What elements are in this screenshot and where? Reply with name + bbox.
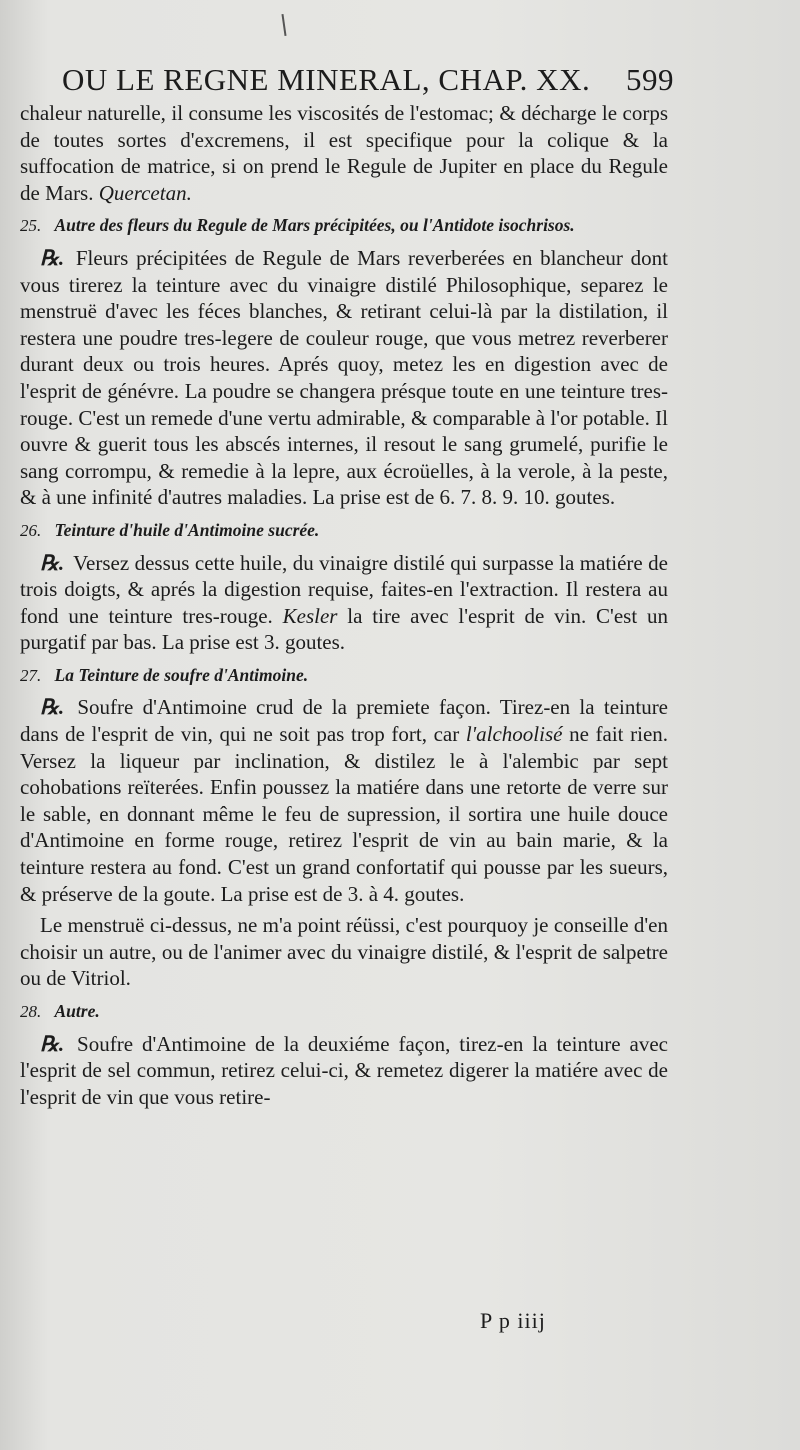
recipe-paragraph [20,1031,668,1111]
page-number: 599 [626,62,674,97]
signature-mark: P p iiij [480,1308,546,1333]
recipe-paragraph [20,245,668,511]
recipe-title: La Teinture de soufre d'Antimoine. [54,664,309,685]
recipe-text: Fleurs précipitées de Regule de Mars reverberées en blancheur dont vous tirerez la teinture avec du vinaigre distilé Philosophique, separez le menstruë d'avec les féces blanches, & retirant celui-là par la distilation, il restera une poudre tres-legere de couleur rouge, que vous metrez reverberer durant deux ou trois heures. Aprés quoy, metez les en digestion avec de l'esprit de génévre. La poudre se changera présque toute en une teinture tres-rouge. C'est un remede d'une vertu admirable, & comparable à l'or potable. Il ouvre & guerit tous les abscés internes, il resout le sang grumelé, purifie le sang corrompu, & remedie à la lepre, aux écroüelles, à la verole, à la peste, & à une infinité d'autres maladies. La prise est de 6. 7. 8. 9. 10. goutes. [20,245,669,510]
intro-author: Quercetan. [98,180,192,205]
ink-mark [281,14,286,36]
recipe-title: Autre. [54,1001,100,1021]
page-body [20,100,668,1340]
recipe-symbol: ℞. [40,1031,65,1056]
running-title: OU LE REGNE MINERAL, CHAP. XX. [62,62,591,97]
recipe-heading-27 [20,661,668,690]
recipe-text-tail: ne fait rien. Versez la liqueur par inclination, & distilez le à l'alembic par sept cohobations reïterées. Enfin poussez la matiére dans une retorte de verre sur le sable, en donnant même le feu de supression, il sortira une huile douce d'Antimoine en forme rouge, retirez l'esprit de vin au bain marie, & la teinture restera au fond. C'est un grand confortatif qui pousse par les sueurs, & préserve de la goute. La prise est de 3. à 4. goutes. [20,722,669,906]
intro-paragraph [20,100,668,206]
recipe-author: Kesler [282,603,338,628]
recipe-text: Le menstruë ci-dessus, ne m'a point réüssi, c'est pourquoy je conseille d'en choisir un autre, ou de l'animer avec du vinaigre distilé, & l'esprit de salpetre ou de Vitriol. [20,913,668,991]
recipe-symbol: ℞. [40,695,65,720]
recipe-number: 25. [20,216,42,236]
recipe-text: Soufre d'Antimoine crud de la premiete façon. Tirez-en la teinture dans de l'esprit de vin, qui ne soit pas trop fort, car [20,695,669,747]
recipe-title: Teinture d'huile d'Antimoine sucrée. [54,519,320,540]
recipe-number: 28. [20,1002,42,1021]
recipe-text: Soufre d'Antimoine de la deuxiéme façon, tirez-en la teinture avec l'esprit de sel commun, retirez celui-ci, & remetez digerer la matiére avec de l'esprit de vin que vous retire- [20,1031,668,1109]
recipe-italic-term: l'alchoolisé [465,722,563,747]
intro-text: chaleur naturelle, il consume les viscosités de l'estomac; & décharge le corps de toutes sortes d'excremens, il est specifique pour la colique & la suffocation de matrice, si on prend le Regule de Jupiter en place du Regule de Mars. [20,101,668,205]
recipe-number: 26. [20,520,42,540]
recipe-note-paragraph [20,912,668,992]
recipe-symbol: ℞. [40,245,65,270]
recipe-symbol: ℞. [40,550,65,575]
recipe-text-tail: la tire avec l'esprit de vin. C'est un purgatif par bas. La prise est 3. goutes. [20,603,668,655]
recipe-number: 27. [20,665,42,685]
recipe-heading-28 [20,997,668,1026]
recipe-text: Versez dessus cette huile, du vinaigre distilé qui surpasse la matiére de trois doigts, & aprés la digestion requise, faites-en l'extraction. Il restera au fond une teinture tres-rouge. [20,550,669,628]
recipe-heading-25 [20,211,668,240]
recipe-paragraph [20,550,668,656]
running-head [62,62,674,102]
recipe-heading-26 [20,516,668,545]
recipe-title: Autre des fleurs du Regule de Mars précipitées, ou l'Antidote isochrisos. [54,215,575,236]
recipe-paragraph [20,694,668,907]
